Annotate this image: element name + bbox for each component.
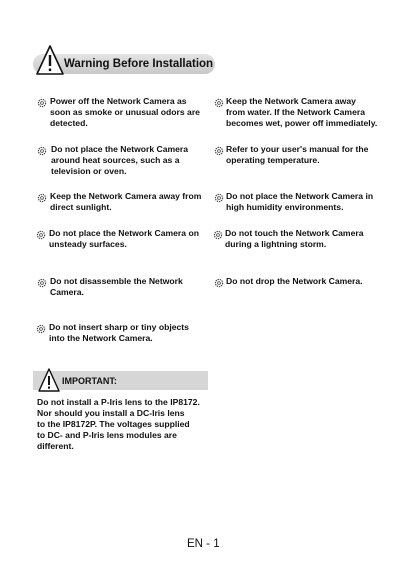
gear-bullet-icon [37, 193, 47, 203]
gear-bullet-icon [213, 230, 223, 240]
warning-item: Do not drop the Network Camera. [226, 276, 363, 286]
important-text: Do not install a P-Iris lens to the IP8172. Nor should you install a DC-Iris lens to the IP8172P. The voltages supplied to DC- and P-Iris lens modules are different. [37, 397, 200, 451]
gear-bullet-icon [37, 146, 47, 156]
gear-bullet-icon [214, 98, 224, 108]
warning-triangle-icon [35, 44, 65, 76]
warning-item: Power off the Network Camera as soon as smoke or unusual odors are detected. [50, 96, 200, 128]
gear-bullet-icon [214, 278, 224, 288]
warning-item: Do not insert sharp or tiny objects into the Network Camera. [49, 322, 189, 343]
warning-item: Keep the Network Camera away from direct sunlight. [50, 191, 202, 212]
gear-bullet-icon [37, 98, 47, 108]
important-label: IMPORTANT: [62, 376, 117, 386]
warning-item: Do not place the Network Camera around heat sources, such as a television or oven. [51, 144, 189, 176]
page-number: EN - 1 [187, 538, 220, 550]
gear-bullet-icon [36, 324, 46, 334]
warning-item: Do not place the Network Camera in high humidity environments. [226, 191, 374, 212]
warning-item: Do not touch the Network Camera during a lightning storm. [225, 228, 364, 249]
gear-bullet-icon [214, 193, 224, 203]
gear-bullet-icon [214, 146, 224, 156]
page-title: Warning Before Installation [64, 58, 214, 70]
gear-bullet-icon [37, 278, 47, 288]
warning-item: Do not place the Network Camera on unsteady surfaces. [49, 228, 199, 249]
warning-item: Keep the Network Camera away from water. If the Network Camera becomes wet, power off immediately. [226, 96, 378, 128]
gear-bullet-icon [36, 230, 46, 240]
warning-item: Refer to your user's manual for the operating temperature. [226, 144, 369, 165]
warning-triangle-icon [37, 367, 61, 393]
warning-item: Do not disassemble the Network Camera. [50, 276, 183, 297]
